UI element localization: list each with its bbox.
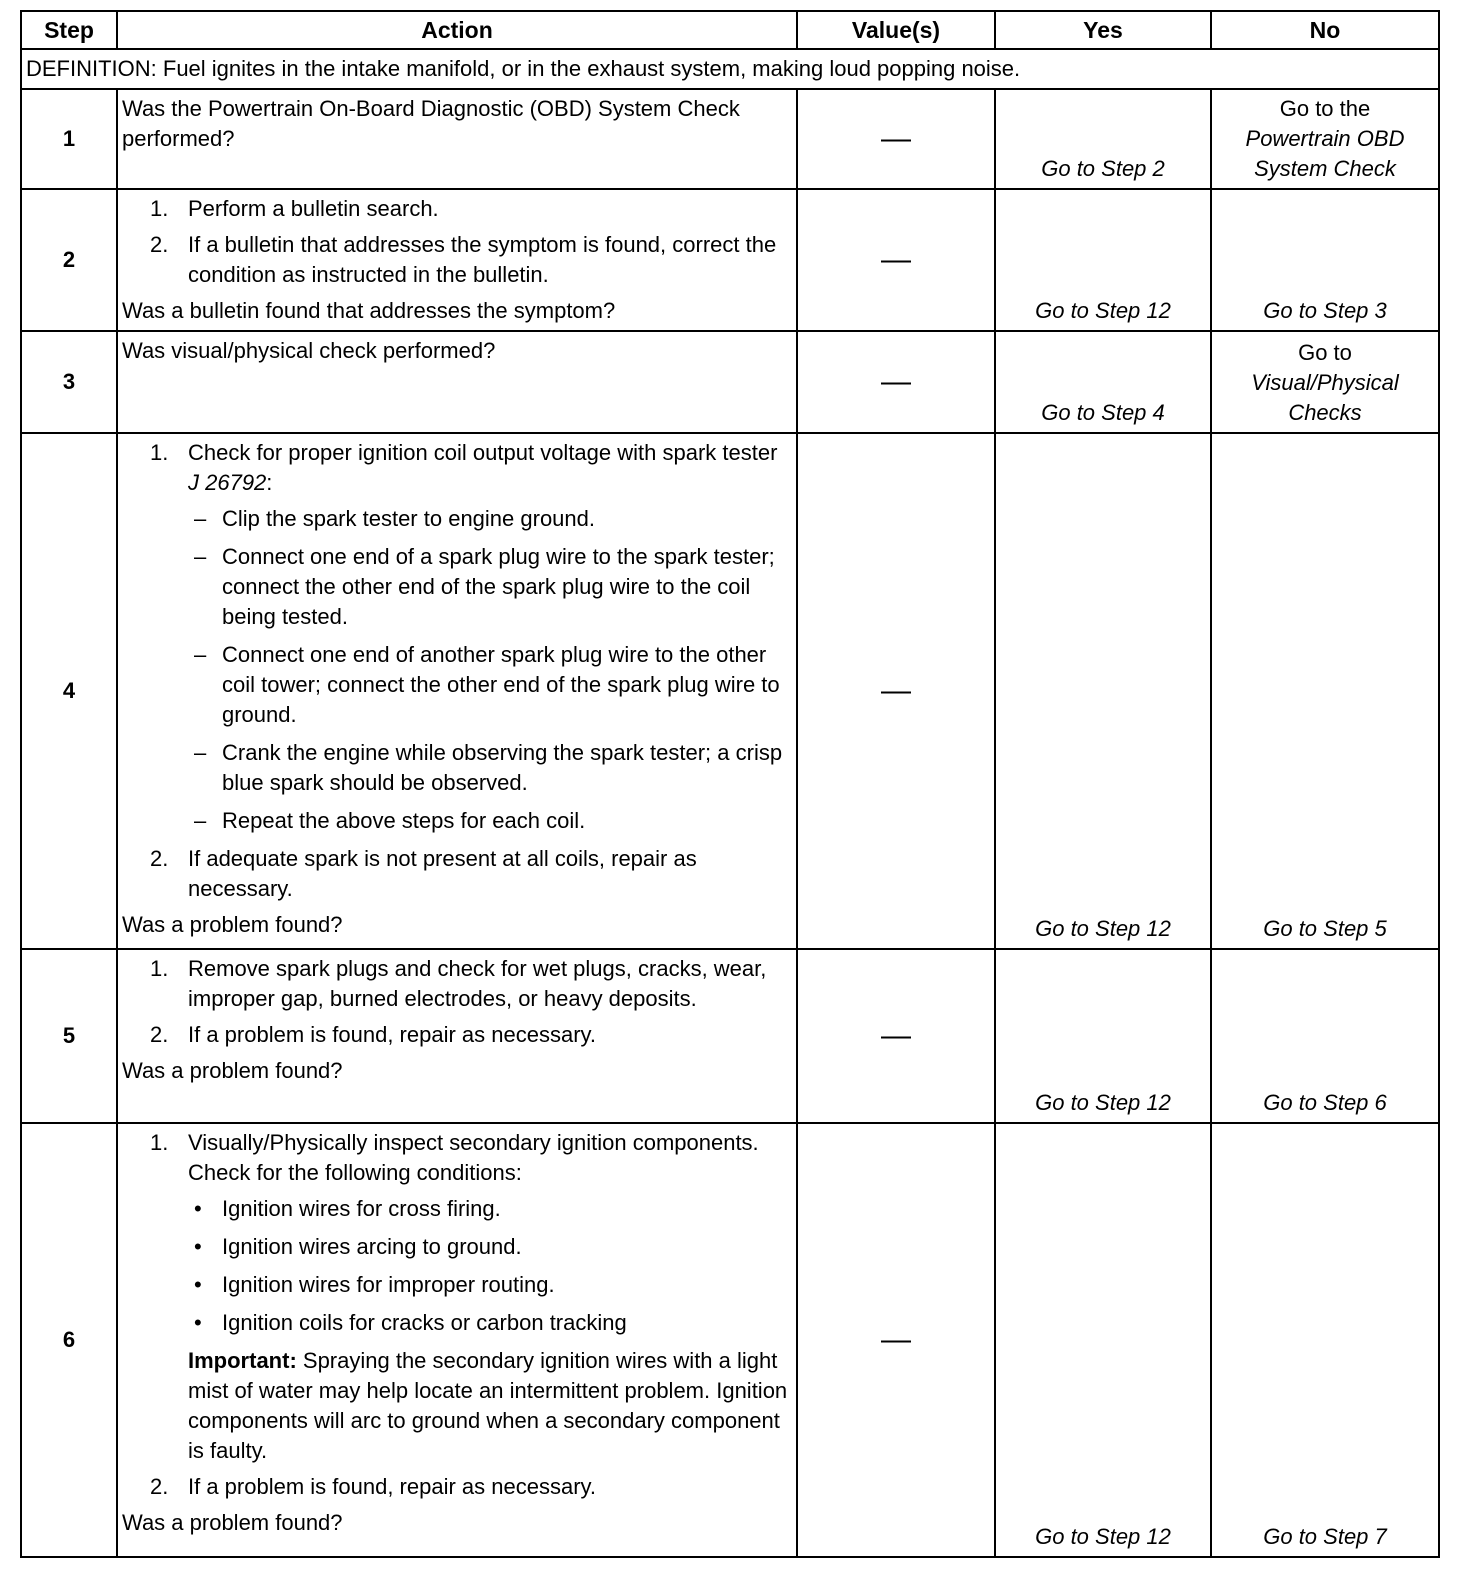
value-dash: —	[797, 89, 995, 189]
question-text: Was a bulletin found that addresses the symptom?	[122, 298, 616, 323]
question-text: Was a problem found?	[122, 912, 343, 937]
no-line: Checks	[1288, 400, 1362, 425]
no-line: Visual/Physical	[1251, 370, 1399, 395]
header-action: Action	[117, 11, 797, 49]
list-item: 1. Remove spark plugs and check for wet plugs, cracks, wear, improper gap, burned electrodes, or heavy deposits.	[150, 956, 767, 1011]
action-list	[122, 194, 788, 290]
action-cell	[117, 331, 797, 433]
header-no: No	[1211, 11, 1439, 49]
table-row	[21, 949, 1439, 1123]
action-list	[122, 954, 788, 1050]
value-dash: —	[797, 189, 995, 331]
yes-link: Go to Step 12	[995, 433, 1211, 949]
table-row	[21, 1123, 1439, 1557]
yes-link: Go to Step 12	[995, 1123, 1211, 1557]
list-item: 1. Perform a bulletin search.	[150, 196, 439, 221]
step-number: 1	[21, 89, 117, 189]
action-cell	[117, 1123, 797, 1557]
important-note: Important: Spraying the secondary ignition wires with a light mist of water may help locate an intermittent problem. Ignition components will arc to ground when a secondary component is faulty.	[188, 1348, 788, 1463]
yes-link: Go to Step 12	[995, 189, 1211, 331]
action-cell	[117, 949, 797, 1123]
list-item: 1. Visually/Physically inspect secondary ignition components. Check for the following conditions: • Ignition wires for cross firing. • Ignition wires arcing to ground. • Ignition wires for improper routing. • Ignition coils for cracks or carbon tracking Important: Spraying the secondary ignition wires with a light mist of water may help locate an intermittent problem. Ignition components will arc to ground when a secondary component is faulty.	[122, 1128, 788, 1466]
header-values: Value(s)	[797, 11, 995, 49]
definition-text: DEFINITION: Fuel ignites in the intake manifold, or in the exhaust system, making loud popping noise.	[21, 49, 1439, 89]
question-text: Was a problem found?	[122, 1058, 343, 1083]
question-text: Was a problem found?	[122, 1510, 343, 1535]
action-cell	[117, 433, 797, 949]
action-cell	[117, 89, 797, 189]
step-number: 2	[21, 189, 117, 331]
list-item: 2. If a problem is found, repair as necessary.	[150, 1474, 597, 1499]
question-text: Was visual/physical check performed?	[122, 338, 496, 363]
list-item: 2. If adequate spark is not present at all coils, repair as necessary.	[150, 846, 697, 901]
table-row	[21, 331, 1439, 433]
tool-number: J 26792	[188, 470, 267, 495]
no-link: Go to Step 7	[1211, 1123, 1439, 1557]
no-link: Go to Step 6	[1211, 949, 1439, 1123]
no-link	[1211, 89, 1439, 189]
list-item: 1. Check for proper ignition coil output voltage with spark tester J 26792: – Clip the spark tester to engine ground. – Connect one end of a spark plug wire to the spark tester; connect the other end of the spark plug wire to the coil being tested. – Connect one end of another spark plug wire to the other coil tower; connect the other end of the spark plug wire to ground. – Crank the engine while observing the spark tester; a crisp blue spark should be observed. – Repeat the above steps for each coil.	[122, 438, 788, 836]
value-dash: —	[797, 433, 995, 949]
step-number: 6	[21, 1123, 117, 1557]
header-step: Step	[21, 11, 117, 49]
yes-link: Go to Step 12	[995, 949, 1211, 1123]
sub-item: – Connect one end of another spark plug wire to the other coil tower; connect the other end of the spark plug wire to ground.	[194, 642, 780, 727]
table-row	[21, 189, 1439, 331]
header-row	[21, 11, 1439, 49]
list-item: 2. If a bulletin that addresses the symptom is found, correct the condition as instructed in the bulletin.	[150, 232, 777, 287]
question-text: Was the Powertrain On-Board Diagnostic (OBD) System Check performed?	[122, 96, 740, 151]
yes-link: Go to Step 2	[995, 89, 1211, 189]
no-line: Go to	[1298, 340, 1352, 365]
value-dash: —	[797, 1123, 995, 1557]
no-link	[1211, 331, 1439, 433]
value-dash: —	[797, 949, 995, 1123]
bullet-item: • Ignition coils for cracks or carbon tracking	[194, 1310, 627, 1335]
definition-row	[21, 49, 1439, 89]
action-list	[122, 438, 788, 904]
sub-item: – Connect one end of a spark plug wire to the spark tester; connect the other end of the spark plug wire to the coil being tested.	[194, 544, 775, 629]
yes-link: Go to Step 4	[995, 331, 1211, 433]
list-item: 2. If a problem is found, repair as necessary.	[150, 1022, 597, 1047]
bullet-item: • Ignition wires for cross firing.	[194, 1196, 501, 1221]
step-number: 3	[21, 331, 117, 433]
sub-item: – Repeat the above steps for each coil.	[194, 808, 586, 833]
bullet-item: • Ignition wires for improper routing.	[194, 1272, 555, 1297]
sub-list	[188, 504, 788, 836]
header-yes: Yes	[995, 11, 1211, 49]
bullet-item: • Ignition wires arcing to ground.	[194, 1234, 522, 1259]
action-cell	[117, 189, 797, 331]
no-line: System Check	[1254, 156, 1396, 181]
no-line: Powertrain OBD	[1245, 126, 1405, 151]
action-list	[122, 1128, 788, 1502]
table-row	[21, 433, 1439, 949]
bullet-list	[188, 1194, 788, 1338]
diagnostic-table	[20, 10, 1440, 1558]
sub-item: – Crank the engine while observing the spark tester; a crisp blue spark should be observed.	[194, 740, 783, 795]
no-line: Go to the	[1279, 96, 1371, 121]
sub-item: – Clip the spark tester to engine ground.	[194, 506, 596, 531]
no-link: Go to Step 5	[1211, 433, 1439, 949]
value-dash: —	[797, 331, 995, 433]
step-number: 4	[21, 433, 117, 949]
step-number: 5	[21, 949, 117, 1123]
table-row	[21, 89, 1439, 189]
no-link: Go to Step 3	[1211, 189, 1439, 331]
